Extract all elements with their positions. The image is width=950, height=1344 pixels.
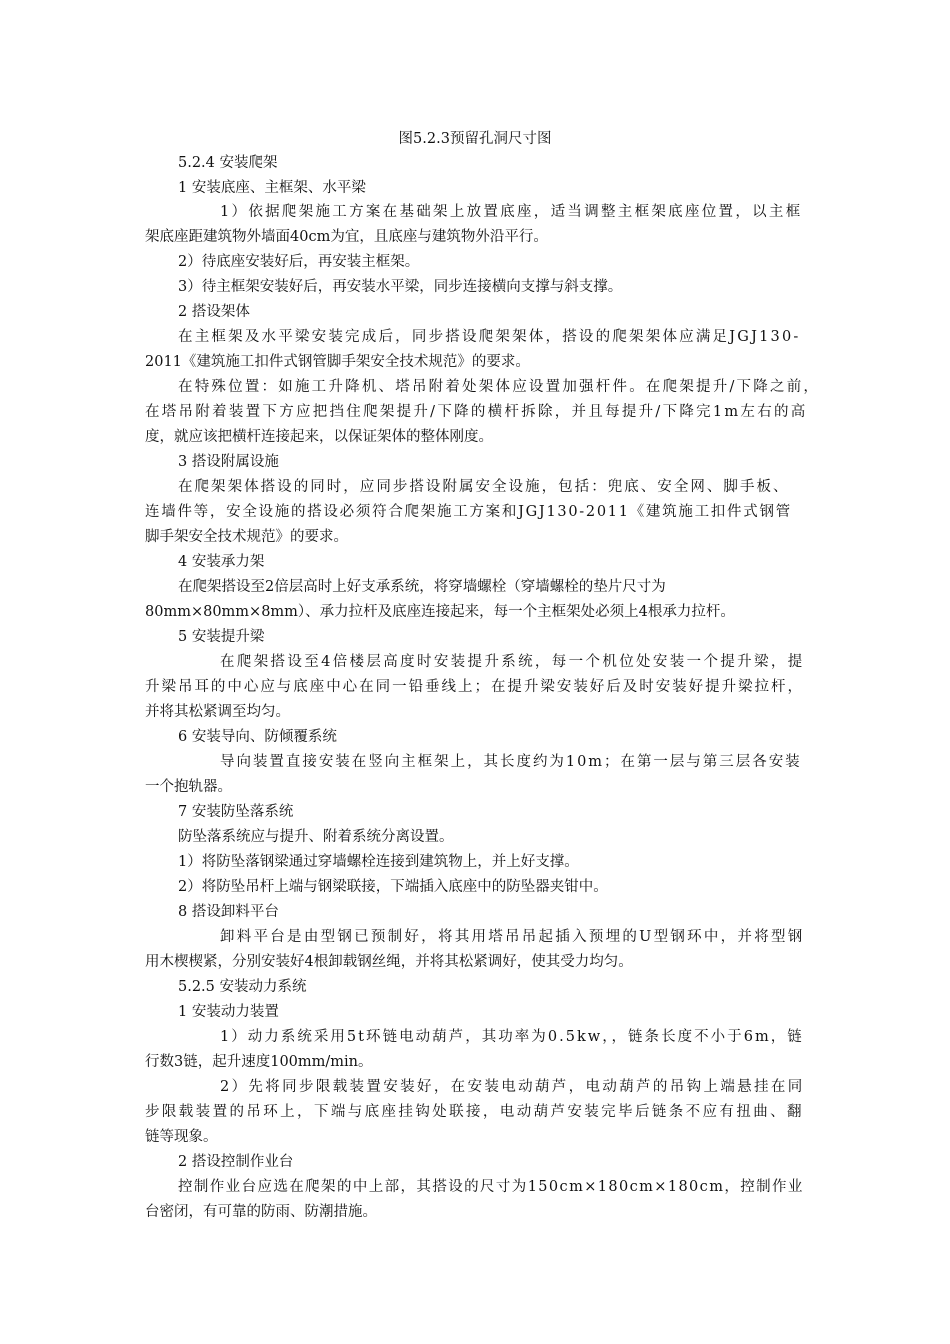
paragraph-line: 在特殊位置：如施工升降机、塔吊附着处架体应设置加强杆件。在爬架提升/下降之前， [178,379,821,395]
subsection-heading: 1 安装底座、主框架、水平梁 [178,180,366,196]
subsection-heading: 3 搭设附属设施 [178,454,279,470]
paragraph-line: 1）将防坠落钢梁通过穿墙螺栓连接到建筑物上，并上好支撑。 [178,854,579,870]
paragraph-line: 在塔吊附着装置下方应把挡住爬架提升/下降的横杆拆除，并且每提升/下降完1m左右的高 [145,404,808,420]
paragraph-line: 连墙件等，安全设施的搭设必须符合爬架施工方案和JGJ130-2011《建筑施工扣件式钢管 [145,504,792,520]
paragraph-line: 链等现象。 [145,1129,218,1145]
paragraph-line: 2）先将同步限载装置安装好，在安装电动葫芦，电动葫芦的吊钩上端悬挂在同 [220,1079,805,1095]
section-heading: 5.2.5 安装动力系统 [178,979,307,995]
figure-caption: 图5.2.3预留孔洞尺寸图 [398,131,552,147]
subsection-heading: 2 搭设架体 [178,304,250,320]
paragraph-line: 并将其松紧调至均匀。 [145,704,290,720]
paragraph-line: 一个抱轨器。 [145,779,232,795]
paragraph-line: 2）待底座安装好后，再安装主框架。 [178,254,420,270]
subsection-heading: 8 搭设卸料平台 [178,904,279,920]
paragraph-line: 用木楔楔紧，分别安装好4根卸载钢丝绳，并将其松紧调好，使其受力均匀。 [145,954,633,970]
subsection-heading: 5 安装提升梁 [178,629,265,645]
paragraph-line: 在爬架架体搭设的同时，应同步搭设附属安全设施，包括：兜底、安全网、脚手板、 [178,479,790,495]
paragraph-line: 1）动力系统采用5t环链电动葫芦，其功率为0.5kw，，链条长度不小于6m，链 [220,1029,804,1045]
paragraph-line: 行数3链，起升速度100mm/min。 [145,1054,373,1070]
paragraph-line: 在主框架及水平梁安装完成后，同步搭设爬架架体，搭设的爬架架体应满足JGJ130- [178,329,801,345]
paragraph-line: 度，就应该把横杆连接起来，以保证架体的整体刚度。 [145,429,493,445]
section-heading: 5.2.4 安装爬架 [178,155,278,171]
subsection-heading: 7 安装防坠落系统 [178,804,294,820]
paragraph-line: 2）将防坠吊杆上端与钢梁联接，下端插入底座中的防坠器夹钳中。 [178,879,608,895]
paragraph-line: 步限载装置的吊环上，下端与底座挂钩处联接，电动葫芦安装完毕后链条不应有扭曲、翻 [145,1104,804,1120]
paragraph-line: 2011《建筑施工扣件式钢管脚手架安全技术规范》的要求。 [145,354,530,370]
paragraph-line: 控制作业台应选在爬架的中上部，其搭设的尺寸为150cm×180cm×180cm，控制作业 [178,1179,804,1195]
subsection-heading: 2 搭设控制作业台 [178,1154,294,1170]
paragraph-line: 卸料平台是由型钢已预制好，将其用塔吊吊起插入预埋的U型钢环中，并将型钢 [220,929,805,945]
paragraph-line: 80mm×80mm×8mm）、承力拉杆及底座连接起来，每一个主框架处必须上4根承力拉杆。 [145,604,735,620]
subsection-heading: 4 安装承力架 [178,554,265,570]
paragraph-line: 在爬架搭设至4倍楼层高度时安装提升系统，每一个机位处安装一个提升梁，提 [220,654,805,670]
paragraph-line: 1）依据爬架施工方案在基础架上放置底座，适当调整主框架底座位置，以主框 [220,204,803,220]
paragraph-line: 防坠落系统应与提升、附着系统分离设置。 [178,829,454,845]
subsection-heading: 1 安装动力装置 [178,1004,279,1020]
paragraph-line: 在爬架搭设至2倍层高时上好支承系统，将穿墙螺栓（穿墙螺栓的垫片尺寸为 [178,579,666,595]
paragraph-line: 3）待主框架安装好后，再安装水平梁，同步连接横向支撑与斜支撑。 [178,279,623,295]
paragraph-line: 导向装置直接安装在竖向主框架上，其长度约为10m；在第一层与第三层各安装 [220,754,802,770]
subsection-heading: 6 安装导向、防倾覆系统 [178,729,337,745]
paragraph-line: 架底座距建筑物外墙面40cm为宜，且底座与建筑物外沿平行。 [145,229,548,245]
paragraph-line: 升梁吊耳的中心应与底座中心在同一铅垂线上；在提升梁安装好后及时安装好提升梁拉杆， [145,679,804,695]
paragraph-line: 台密闭，有可靠的防雨、防潮措施。 [145,1204,377,1220]
paragraph-line: 脚手架安全技术规范》的要求。 [145,529,348,545]
